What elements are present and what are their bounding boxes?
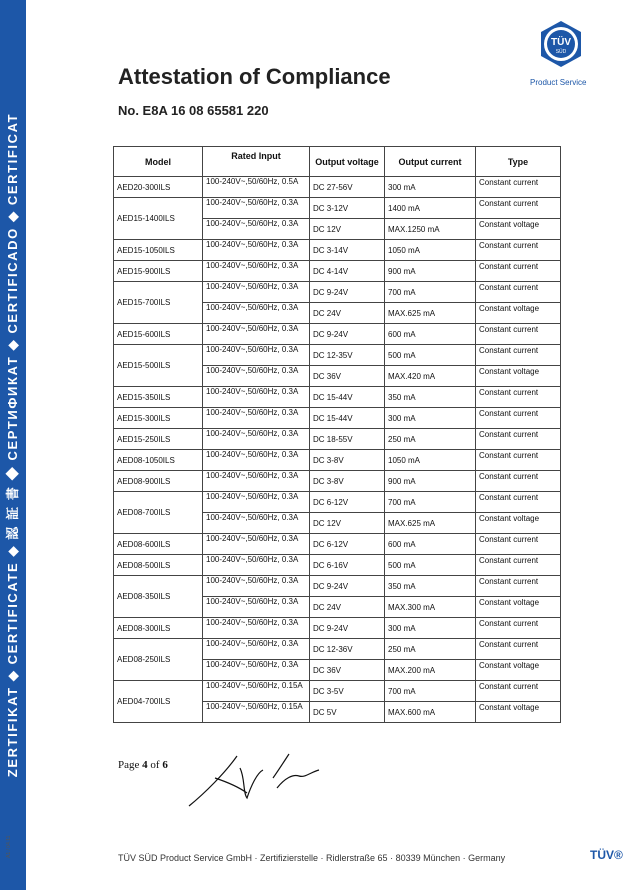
- cell-type: Constant current: [476, 492, 561, 513]
- cell-rated-input: 100-240V~,50/60Hz, 0.3A: [203, 429, 310, 450]
- cell-type: Constant voltage: [476, 597, 561, 618]
- cell-type: Constant current: [476, 345, 561, 366]
- table-row: [114, 618, 561, 639]
- cell-type: Constant voltage: [476, 513, 561, 534]
- cell-output-voltage: DC 12V: [310, 219, 385, 240]
- table-row: [114, 240, 561, 261]
- cell-type: Constant current: [476, 261, 561, 282]
- cell-model: AED15-700ILS: [114, 282, 203, 324]
- cell-output-current: 500 mA: [385, 555, 476, 576]
- cell-rated-input: 100-240V~,50/60Hz, 0.3A: [203, 513, 310, 534]
- cell-output-voltage: DC 36V: [310, 366, 385, 387]
- cell-rated-input: 100-240V~,50/60Hz, 0.3A: [203, 576, 310, 597]
- cell-output-voltage: DC 12-36V: [310, 639, 385, 660]
- cell-output-current: MAX.600 mA: [385, 702, 476, 723]
- header-output-current: Output current: [385, 147, 476, 177]
- cell-model: AED08-900ILS: [114, 471, 203, 492]
- cell-rated-input: 100-240V~,50/60Hz, 0.3A: [203, 282, 310, 303]
- header-rated-input: Rated Input: [203, 147, 310, 177]
- cell-model: AED08-600ILS: [114, 534, 203, 555]
- cell-output-voltage: DC 6-16V: [310, 555, 385, 576]
- cell-rated-input: 100-240V~,50/60Hz, 0.3A: [203, 492, 310, 513]
- cell-model: AED20-300ILS: [114, 177, 203, 198]
- cell-rated-input: 100-240V~,50/60Hz, 0.3A: [203, 471, 310, 492]
- cell-output-voltage: DC 3-8V: [310, 471, 385, 492]
- table-row: [114, 387, 561, 408]
- cell-output-current: MAX.625 mA: [385, 303, 476, 324]
- cell-output-voltage: DC 5V: [310, 702, 385, 723]
- cell-output-voltage: DC 12V: [310, 513, 385, 534]
- cell-output-voltage: DC 6-12V: [310, 534, 385, 555]
- cell-output-current: 300 mA: [385, 618, 476, 639]
- table-row: [114, 450, 561, 471]
- cell-type: Constant voltage: [476, 303, 561, 324]
- footer-logo: TÜV®: [590, 848, 623, 862]
- cell-output-voltage: DC 3-12V: [310, 198, 385, 219]
- cell-rated-input: 100-240V~,50/60Hz, 0.3A: [203, 303, 310, 324]
- cell-output-current: 700 mA: [385, 492, 476, 513]
- cell-rated-input: 100-240V~,50/60Hz, 0.3A: [203, 555, 310, 576]
- cell-type: Constant current: [476, 639, 561, 660]
- cell-output-current: 600 mA: [385, 324, 476, 345]
- cell-rated-input: 100-240V~,50/60Hz, 0.5A: [203, 177, 310, 198]
- cell-rated-input: 100-240V~,50/60Hz, 0.15A: [203, 681, 310, 702]
- cell-output-voltage: DC 9-24V: [310, 618, 385, 639]
- cell-type: Constant current: [476, 240, 561, 261]
- cell-type: Constant voltage: [476, 366, 561, 387]
- cell-output-voltage: DC 3-5V: [310, 681, 385, 702]
- logo-caption: Product Service: [530, 78, 587, 87]
- certificate-number: No. E8A 16 08 65581 220: [118, 103, 269, 118]
- cell-rated-input: 100-240V~,50/60Hz, 0.3A: [203, 408, 310, 429]
- table-row: [114, 282, 561, 303]
- logo-text: TÜV: [551, 37, 571, 48]
- cell-type: Constant current: [476, 177, 561, 198]
- header-output-voltage: Output voltage: [310, 147, 385, 177]
- table-row: [114, 576, 561, 597]
- cell-type: Constant current: [476, 429, 561, 450]
- cell-output-voltage: DC 6-12V: [310, 492, 385, 513]
- cell-output-current: 500 mA: [385, 345, 476, 366]
- table-row: [114, 492, 561, 513]
- cell-model: AED08-300ILS: [114, 618, 203, 639]
- page-number: [118, 759, 168, 771]
- cell-output-current: MAX.300 mA: [385, 597, 476, 618]
- cell-type: Constant current: [476, 555, 561, 576]
- cell-type: Constant current: [476, 324, 561, 345]
- cell-output-current: 1400 mA: [385, 198, 476, 219]
- cell-model: AED15-500ILS: [114, 345, 203, 387]
- cell-output-voltage: DC 9-24V: [310, 282, 385, 303]
- form-version: A1 / 04.11: [6, 835, 12, 858]
- cell-model: AED15-350ILS: [114, 387, 203, 408]
- footer-address: TÜV SÜD Product Service GmbH · Zertifizierstelle · Ridlerstraße 65 · 80339 München · Germany: [118, 853, 506, 863]
- compliance-table: [113, 146, 561, 723]
- cell-output-current: 700 mA: [385, 282, 476, 303]
- cell-output-current: 900 mA: [385, 471, 476, 492]
- cell-output-current: 1050 mA: [385, 450, 476, 471]
- cell-rated-input: 100-240V~,50/60Hz, 0.3A: [203, 324, 310, 345]
- cell-rated-input: 100-240V~,50/60Hz, 0.3A: [203, 261, 310, 282]
- cell-type: Constant voltage: [476, 219, 561, 240]
- cell-output-voltage: DC 3-14V: [310, 240, 385, 261]
- cell-type: Constant current: [476, 681, 561, 702]
- cell-rated-input: 100-240V~,50/60Hz, 0.15A: [203, 702, 310, 723]
- cell-type: Constant voltage: [476, 660, 561, 681]
- cell-type: Constant voltage: [476, 702, 561, 723]
- table-row: [114, 534, 561, 555]
- cell-output-current: MAX.200 mA: [385, 660, 476, 681]
- page-total: 6: [162, 759, 168, 771]
- cell-type: Constant current: [476, 387, 561, 408]
- table-header-row: [114, 147, 561, 177]
- page-prefix: Page: [118, 759, 143, 771]
- tuv-logo-icon: [537, 20, 585, 68]
- cell-model: AED08-700ILS: [114, 492, 203, 534]
- cell-output-current: 300 mA: [385, 408, 476, 429]
- cell-output-current: 350 mA: [385, 387, 476, 408]
- cell-output-voltage: DC 3-8V: [310, 450, 385, 471]
- cell-type: Constant current: [476, 576, 561, 597]
- cell-output-voltage: DC 27-56V: [310, 177, 385, 198]
- page-separator: of: [147, 759, 163, 771]
- cell-rated-input: 100-240V~,50/60Hz, 0.3A: [203, 387, 310, 408]
- cell-model: AED04-700ILS: [114, 681, 203, 723]
- sidebar-text: ZERTIFIKAT ◆ CERTIFICATE ◆ 認 証 書 ◆ СЕРТИФИКАТ ◆ CERTIFICADO ◆ CERTIFICAT: [5, 112, 20, 778]
- cell-rated-input: 100-240V~,50/60Hz, 0.3A: [203, 597, 310, 618]
- cell-rated-input: 100-240V~,50/60Hz, 0.3A: [203, 639, 310, 660]
- cell-output-current: 1050 mA: [385, 240, 476, 261]
- page-title: Attestation of Compliance: [118, 64, 391, 89]
- cell-output-current: 250 mA: [385, 639, 476, 660]
- cell-output-voltage: DC 24V: [310, 597, 385, 618]
- table-row: [114, 345, 561, 366]
- cell-rated-input: 100-240V~,50/60Hz, 0.3A: [203, 366, 310, 387]
- table-row: [114, 429, 561, 450]
- cell-type: Constant current: [476, 282, 561, 303]
- logo-subtext: SÜD: [555, 49, 567, 55]
- cell-output-voltage: DC 4-14V: [310, 261, 385, 282]
- cell-model: AED08-250ILS: [114, 639, 203, 681]
- cell-output-current: MAX.1250 mA: [385, 219, 476, 240]
- cell-output-voltage: DC 9-24V: [310, 324, 385, 345]
- cell-type: Constant current: [476, 198, 561, 219]
- header-type: Type: [476, 147, 561, 177]
- cell-model: AED08-500ILS: [114, 555, 203, 576]
- cell-output-voltage: DC 36V: [310, 660, 385, 681]
- cell-model: AED15-900ILS: [114, 261, 203, 282]
- signature: [185, 748, 330, 810]
- cell-type: Constant current: [476, 408, 561, 429]
- cell-rated-input: 100-240V~,50/60Hz, 0.3A: [203, 219, 310, 240]
- table-row: [114, 324, 561, 345]
- table-row: [114, 261, 561, 282]
- cell-output-current: MAX.420 mA: [385, 366, 476, 387]
- cell-rated-input: 100-240V~,50/60Hz, 0.3A: [203, 240, 310, 261]
- page-current: 4: [142, 759, 148, 771]
- cell-type: Constant current: [476, 450, 561, 471]
- cell-output-current: 300 mA: [385, 177, 476, 198]
- table-row: [114, 681, 561, 702]
- cell-output-voltage: DC 15-44V: [310, 387, 385, 408]
- cell-output-current: MAX.625 mA: [385, 513, 476, 534]
- cell-output-voltage: DC 18-55V: [310, 429, 385, 450]
- cell-output-voltage: DC 12-35V: [310, 345, 385, 366]
- cell-rated-input: 100-240V~,50/60Hz, 0.3A: [203, 618, 310, 639]
- cell-output-voltage: DC 15-44V: [310, 408, 385, 429]
- cell-model: AED15-250ILS: [114, 429, 203, 450]
- cell-rated-input: 100-240V~,50/60Hz, 0.3A: [203, 450, 310, 471]
- cell-model: AED15-300ILS: [114, 408, 203, 429]
- header-model: Model: [114, 147, 203, 177]
- cell-output-current: 700 mA: [385, 681, 476, 702]
- cell-rated-input: 100-240V~,50/60Hz, 0.3A: [203, 198, 310, 219]
- cell-output-current: 250 mA: [385, 429, 476, 450]
- cell-output-voltage: DC 9-24V: [310, 576, 385, 597]
- cell-output-current: 350 mA: [385, 576, 476, 597]
- cell-type: Constant current: [476, 534, 561, 555]
- cell-output-current: 900 mA: [385, 261, 476, 282]
- cell-model: AED15-600ILS: [114, 324, 203, 345]
- table-row: [114, 408, 561, 429]
- cell-rated-input: 100-240V~,50/60Hz, 0.3A: [203, 660, 310, 681]
- cell-model: AED15-1400ILS: [114, 198, 203, 240]
- cell-type: Constant current: [476, 618, 561, 639]
- cell-type: Constant current: [476, 471, 561, 492]
- certificate-sidebar: [0, 0, 26, 890]
- table-row: [114, 198, 561, 219]
- cell-model: AED15-1050ILS: [114, 240, 203, 261]
- cell-output-voltage: DC 24V: [310, 303, 385, 324]
- table-row: [114, 555, 561, 576]
- cell-rated-input: 100-240V~,50/60Hz, 0.3A: [203, 345, 310, 366]
- cell-model: AED08-1050ILS: [114, 450, 203, 471]
- table-row: [114, 471, 561, 492]
- cell-output-current: 600 mA: [385, 534, 476, 555]
- table-row: [114, 177, 561, 198]
- cell-rated-input: 100-240V~,50/60Hz, 0.3A: [203, 534, 310, 555]
- cell-model: AED08-350ILS: [114, 576, 203, 618]
- table-row: [114, 639, 561, 660]
